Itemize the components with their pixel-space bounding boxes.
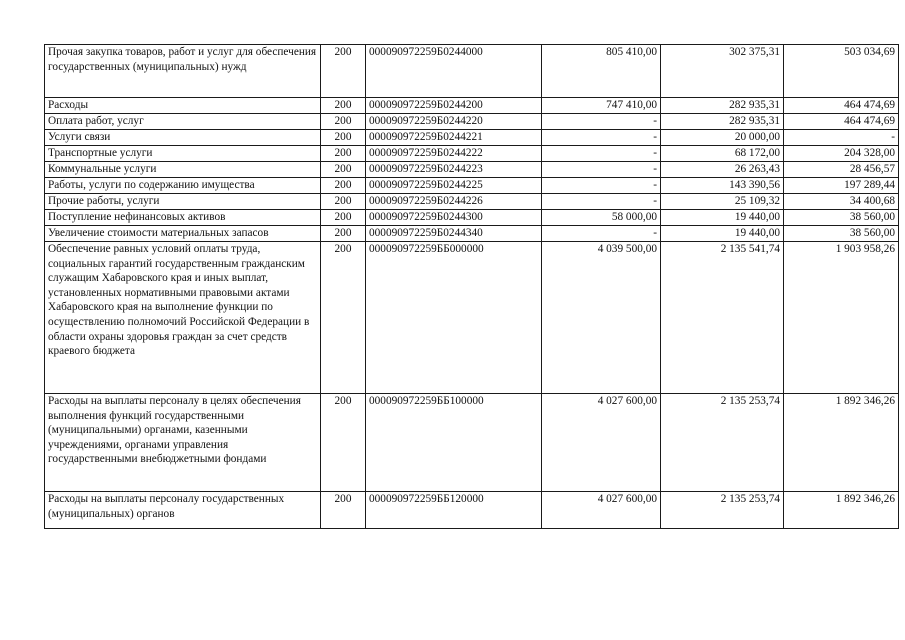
- row-name: Прочие работы, услуги: [45, 194, 321, 210]
- row-approved: -: [542, 162, 661, 178]
- row-executed: 2 135 541,74: [661, 242, 784, 394]
- row-kbk: 000090972259Б0244340: [366, 226, 542, 242]
- row-executed: 282 935,31: [661, 98, 784, 114]
- table-row: [45, 98, 899, 114]
- row-name: Коммунальные услуги: [45, 162, 321, 178]
- row-approved: 4 027 600,00: [542, 394, 661, 492]
- row-approved: -: [542, 178, 661, 194]
- table-row: [45, 162, 899, 178]
- row-approved: 4 039 500,00: [542, 242, 661, 394]
- row-kbk: 000090972259Б0244222: [366, 146, 542, 162]
- budget-execution-table: [44, 44, 899, 529]
- row-name: Работы, услуги по содержанию имущества: [45, 178, 321, 194]
- row-unexecuted: 1 892 346,26: [784, 394, 899, 492]
- row-name: Поступление нефинансовых активов: [45, 210, 321, 226]
- row-approved: -: [542, 114, 661, 130]
- row-approved: 4 027 600,00: [542, 492, 661, 529]
- row-code: 200: [321, 194, 366, 210]
- row-code: 200: [321, 226, 366, 242]
- row-code: 200: [321, 178, 366, 194]
- row-approved: -: [542, 130, 661, 146]
- row-approved: -: [542, 146, 661, 162]
- row-name: Услуги связи: [45, 130, 321, 146]
- row-kbk: 000090972259Б0244226: [366, 194, 542, 210]
- row-name: Транспортные услуги: [45, 146, 321, 162]
- row-approved: -: [542, 226, 661, 242]
- row-kbk: 000090972259Б0244221: [366, 130, 542, 146]
- table-row: [45, 210, 899, 226]
- row-approved: 805 410,00: [542, 45, 661, 98]
- row-name: Обеспечение равных условий оплаты труда, социальных гарантий государственным гражданским служащим Хабаровского края и иных выплат, установленных нормативными правовыми актами Хабаровского края на выполнение функции по осуществлению полномочий Российской Федерации в области охраны здоровья граждан за счет средств краевого бюджета: [45, 242, 321, 394]
- table-row: [45, 178, 899, 194]
- row-unexecuted: 197 289,44: [784, 178, 899, 194]
- row-kbk: 000090972259ББ000000: [366, 242, 542, 394]
- row-unexecuted: 464 474,69: [784, 98, 899, 114]
- row-unexecuted: 503 034,69: [784, 45, 899, 98]
- row-approved: 58 000,00: [542, 210, 661, 226]
- row-executed: 19 440,00: [661, 210, 784, 226]
- table-row: [45, 226, 899, 242]
- row-executed: 2 135 253,74: [661, 492, 784, 529]
- row-kbk: 000090972259ББ100000: [366, 394, 542, 492]
- table-row: [45, 394, 899, 492]
- row-code: 200: [321, 492, 366, 529]
- row-kbk: 000090972259ББ120000: [366, 492, 542, 529]
- row-unexecuted: 38 560,00: [784, 226, 899, 242]
- row-approved: 747 410,00: [542, 98, 661, 114]
- row-executed: 282 935,31: [661, 114, 784, 130]
- row-unexecuted: 464 474,69: [784, 114, 899, 130]
- table-row: [45, 146, 899, 162]
- row-unexecuted: 204 328,00: [784, 146, 899, 162]
- row-code: 200: [321, 146, 366, 162]
- row-name: Прочая закупка товаров, работ и услуг для обеспечения государственных (муниципальных) нужд: [45, 45, 321, 98]
- row-kbk: 000090972259Б0244200: [366, 98, 542, 114]
- table-row: [45, 130, 899, 146]
- row-code: 200: [321, 114, 366, 130]
- table-row: [45, 114, 899, 130]
- row-executed: 25 109,32: [661, 194, 784, 210]
- row-unexecuted: 38 560,00: [784, 210, 899, 226]
- row-executed: 2 135 253,74: [661, 394, 784, 492]
- row-executed: 20 000,00: [661, 130, 784, 146]
- row-name: Расходы на выплаты персоналу в целях обеспечения выполнения функций государственными (муниципальными) органами, казенными учреждениями, органами управления государственными внебюджетными фондами: [45, 394, 321, 492]
- row-executed: 302 375,31: [661, 45, 784, 98]
- row-name: Увеличение стоимости материальных запасов: [45, 226, 321, 242]
- table-row: [45, 194, 899, 210]
- row-kbk: 000090972259Б0244220: [366, 114, 542, 130]
- row-executed: 68 172,00: [661, 146, 784, 162]
- row-executed: 19 440,00: [661, 226, 784, 242]
- row-kbk: 000090972259Б0244000: [366, 45, 542, 98]
- row-name: Оплата работ, услуг: [45, 114, 321, 130]
- row-code: 200: [321, 242, 366, 394]
- row-executed: 26 263,43: [661, 162, 784, 178]
- row-code: 200: [321, 162, 366, 178]
- table-row: [45, 45, 899, 98]
- row-unexecuted: 28 456,57: [784, 162, 899, 178]
- table-row: [45, 242, 899, 394]
- row-kbk: 000090972259Б0244225: [366, 178, 542, 194]
- row-code: 200: [321, 45, 366, 98]
- row-approved: -: [542, 194, 661, 210]
- row-unexecuted: 1 892 346,26: [784, 492, 899, 529]
- row-unexecuted: -: [784, 130, 899, 146]
- row-code: 200: [321, 210, 366, 226]
- table-row: [45, 492, 899, 529]
- row-code: 200: [321, 98, 366, 114]
- row-name: Расходы на выплаты персоналу государственных (муниципальных) органов: [45, 492, 321, 529]
- row-code: 200: [321, 394, 366, 492]
- row-unexecuted: 1 903 958,26: [784, 242, 899, 394]
- row-kbk: 000090972259Б0244300: [366, 210, 542, 226]
- row-name: Расходы: [45, 98, 321, 114]
- row-executed: 143 390,56: [661, 178, 784, 194]
- row-kbk: 000090972259Б0244223: [366, 162, 542, 178]
- row-code: 200: [321, 130, 366, 146]
- row-unexecuted: 34 400,68: [784, 194, 899, 210]
